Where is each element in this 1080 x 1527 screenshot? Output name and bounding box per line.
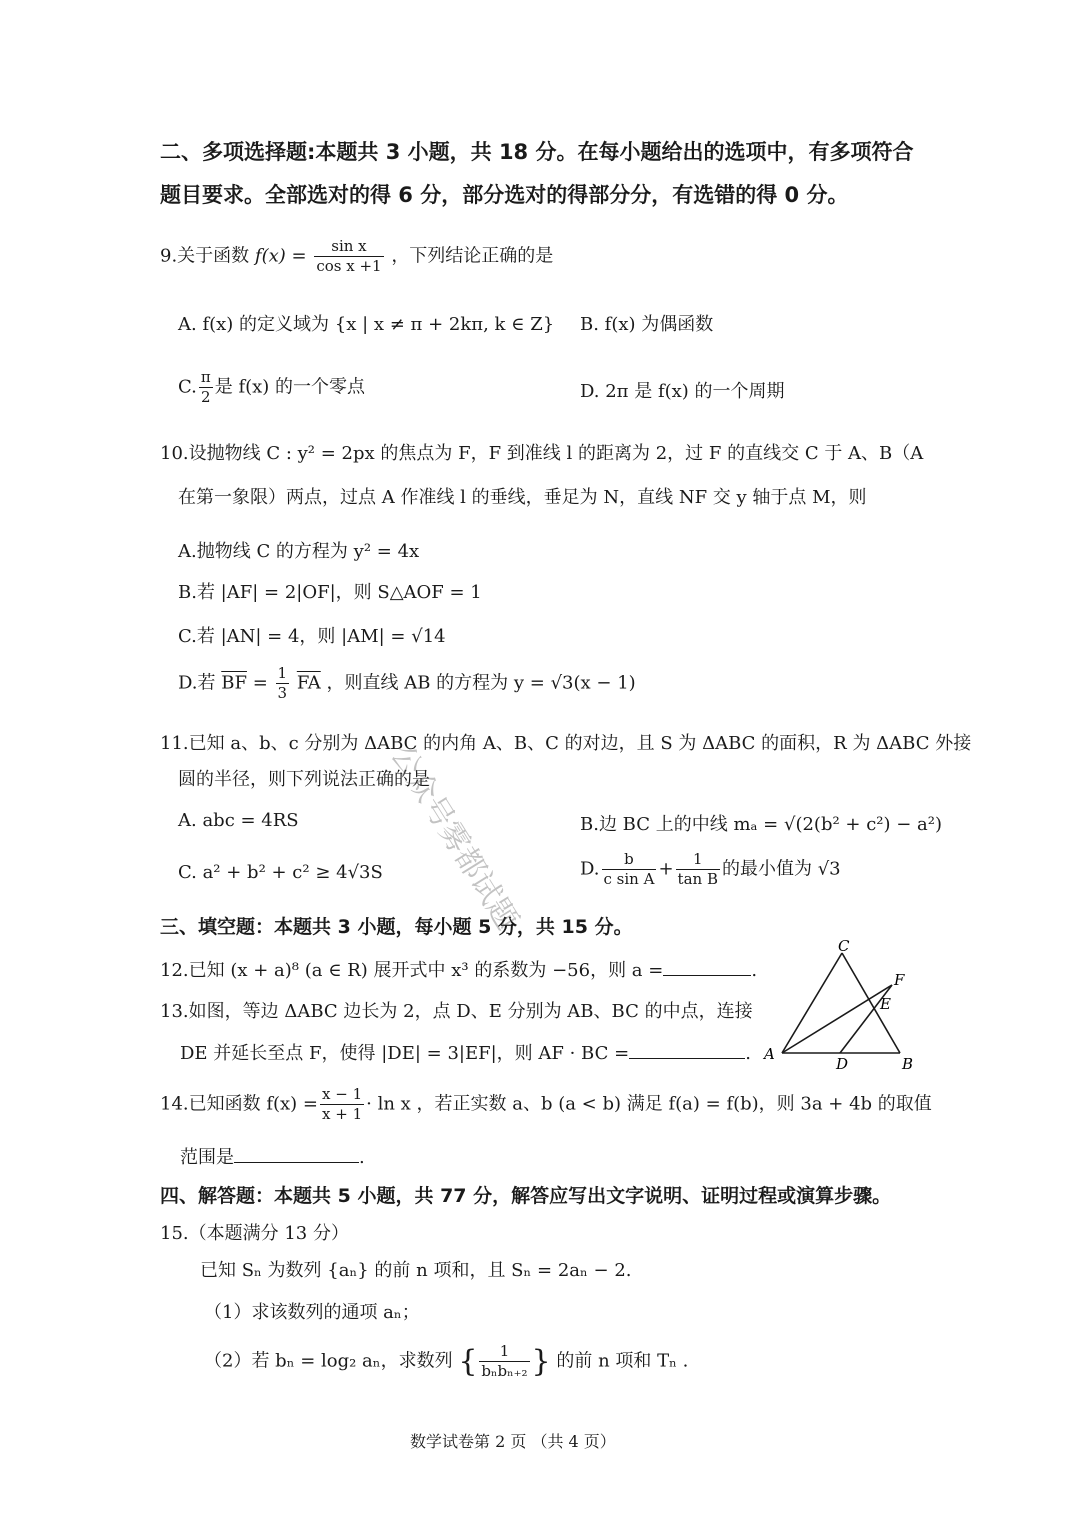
- q14-end: .: [359, 1147, 365, 1168]
- section-4-heading: 四、解答题：本题共 5 小题，共 77 分，解答应写出文字说明、证明过程或演算步骤。: [160, 1185, 892, 1207]
- q14-suffix: · ln x ，若正实数 a、b (a < b) 满足 f(a) = f(b)，则 3a + 4b 的取值: [366, 1093, 932, 1115]
- question-14-line1: [160, 1085, 932, 1124]
- label-a: A: [764, 1045, 775, 1063]
- q9-option-a: A. f(x) 的定义域为 {x | x ≠ π + 2kπ, k ∈ Z}: [178, 314, 555, 335]
- q15-part2-suffix: 的前 n 项和 Tₙ .: [556, 1350, 689, 1372]
- side-ac: [782, 953, 842, 1053]
- question-10-line2: 在第一象限）两点，过点 A 作准线 l 的垂线，垂足为 N，直线 NF 交 y 轴于点 M，则: [178, 487, 867, 508]
- question-11-line1: 11.已知 a、b、c 分别为 ΔABC 的内角 A、B、C 的对边，且 S 为 ΔABC 的面积，R 为 ΔABC 外接: [160, 733, 972, 754]
- q14-fraction: [320, 1085, 364, 1124]
- q13-answer-blank: [629, 1040, 745, 1059]
- label-b: B: [902, 1055, 914, 1073]
- question-9-stem: [160, 237, 553, 276]
- q11-d-num1: b: [602, 850, 657, 870]
- q10-option-c: C.若 |AN| = 4，则 |AM| = √14: [178, 626, 446, 647]
- question-13-line2: [180, 1039, 751, 1065]
- q12-text: 12.已知 (x + a)⁸ (a ∈ R) 展开式中 x³ 的系数为 −56，则 a =: [160, 960, 664, 981]
- q11-option-d: [580, 850, 841, 889]
- q11-d-label: D.: [580, 858, 600, 880]
- left-brace: {: [458, 1343, 478, 1379]
- q10-option-b: B.若 |AF| = 2|OF|，则 S△AOF = 1: [178, 582, 482, 603]
- q13-triangle-figure: [760, 935, 920, 1075]
- q10-option-d: [178, 664, 636, 703]
- section-3-heading: 三、填空题：本题共 3 小题，每小题 5 分，共 15 分。: [160, 916, 633, 938]
- question-15-stem: 已知 Sₙ 为数列 {aₙ} 的前 n 项和，且 Sₙ = 2aₙ − 2.: [200, 1260, 632, 1281]
- q15-part2-prefix: （2）若 bₙ = log₂ aₙ，求数列: [204, 1350, 453, 1372]
- question-15-head: 15.（本题满分 13 分）: [160, 1223, 349, 1244]
- q10-option-a: A.抛物线 C 的方程为 y² = 4x: [178, 541, 420, 562]
- q14-prefix: 14.已知函数 f(x) =: [160, 1093, 319, 1115]
- q14-answer-blank: [234, 1144, 359, 1163]
- q15-fraction: [479, 1342, 529, 1381]
- q10-d-num: 1: [277, 664, 288, 682]
- q14-num: x − 1: [322, 1085, 363, 1103]
- q14-line2-text: 范围是: [180, 1147, 234, 1168]
- q10-d-vector-fa: $\overline{FA}$: [296, 672, 321, 694]
- q9-c-fraction: [199, 368, 213, 407]
- right-brace: }: [531, 1343, 551, 1379]
- section-2-heading-line2: 题目要求。全部选对的得 6 分，部分选对的得部分分，有选错的得 0 分。: [160, 183, 849, 207]
- q11-option-c: C. a² + b² + c² ≥ 4√3S: [178, 862, 383, 883]
- q9-c-den: 2: [201, 387, 211, 406]
- q9-c-num: π: [200, 368, 211, 386]
- q10-d-fraction: [276, 664, 290, 703]
- question-12: [160, 956, 757, 982]
- segment-af: [782, 985, 892, 1053]
- q9-denominator: cos x +1: [316, 256, 382, 275]
- q11-option-b: B.边 BC 上的中线 mₐ = √(2(b² + c²) − a²): [580, 814, 943, 835]
- q10-d-label: D.若: [178, 672, 216, 694]
- q13-end: .: [745, 1043, 751, 1064]
- q10-d-vector-bf: $\overline{BF}$: [221, 672, 247, 694]
- q9-option-c: [178, 368, 365, 407]
- label-f: F: [894, 971, 905, 989]
- label-d: D: [836, 1055, 849, 1073]
- label-c: C: [838, 937, 850, 955]
- q15-num: 1: [479, 1342, 529, 1362]
- q9-suffix: ，下列结论正确的是: [391, 245, 554, 267]
- q9-c-suffix: 是 f(x) 的一个零点: [214, 376, 366, 398]
- q11-d-den2: tan B: [677, 869, 718, 888]
- section-2-heading-line1: 二、多项选择题:本题共 3 小题，共 18 分。在每小题给出的选项中，有多项符合: [160, 140, 914, 164]
- q15-den: bₙbₙ₊₂: [481, 1361, 528, 1380]
- q10-d-den: 3: [277, 683, 288, 702]
- question-15-part2: [204, 1342, 688, 1381]
- q13-line2-text: DE 并延长至点 F，使得 |DE| = 3|EF|，则 AF · BC =: [180, 1043, 630, 1064]
- q9-prefix: 9.关于函数: [160, 245, 250, 267]
- question-15-part1: （1）求该数列的通项 aₙ；: [204, 1302, 420, 1323]
- label-e: E: [880, 995, 891, 1013]
- q11-d-fraction1: [602, 850, 657, 889]
- q12-end: .: [751, 960, 758, 981]
- q9-option-b: B. f(x) 为偶函数: [580, 314, 714, 335]
- question-11-line2: 圆的半径，则下列说法正确的是: [178, 769, 430, 790]
- q12-answer-blank: [663, 957, 751, 976]
- q10-d-equals: =: [252, 672, 268, 694]
- q9-option-d: D. 2π 是 f(x) 的一个周期: [580, 381, 785, 402]
- q9-c-label: C.: [178, 376, 197, 398]
- question-10-line1: 10.设抛物线 C : y² = 2px 的焦点为 F，F 到准线 l 的距离为 2，过 F 的直线交 C 于 A、B（A: [160, 443, 924, 464]
- q9-fraction: [314, 237, 383, 276]
- q11-d-num2: 1: [676, 850, 720, 870]
- q10-d-suffix: ，则直线 AB 的方程为 y = √3(x − 1): [326, 672, 636, 694]
- q11-d-suffix: 的最小值为 √3: [721, 858, 841, 880]
- q11-d-plus: +: [658, 858, 674, 880]
- q11-d-den1: c sin A: [603, 869, 655, 888]
- question-13-line1: 13.如图，等边 ΔABC 边长为 2，点 D、E 分别为 AB、BC 的中点，连接: [160, 1001, 753, 1022]
- q11-option-a: A. abc = 4RS: [178, 810, 299, 831]
- q11-d-fraction2: [676, 850, 720, 889]
- q9-numerator: sin x: [314, 237, 383, 257]
- question-14-line2: [180, 1143, 365, 1169]
- page-footer: 数学试卷第 2 页 （共 4 页）: [410, 1432, 616, 1451]
- watermark-text: 公众号雾都试题: [383, 739, 525, 936]
- q9-func: f(x) =: [254, 245, 307, 267]
- q14-den: x + 1: [322, 1104, 363, 1123]
